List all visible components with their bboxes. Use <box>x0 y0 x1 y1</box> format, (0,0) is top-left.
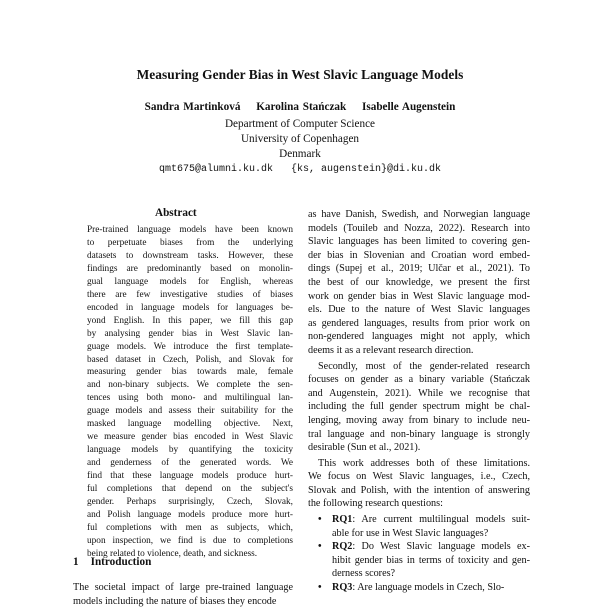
text-line: to perpetuate biases from the underlying <box>87 237 293 248</box>
text-line: being related to violence, death, and sickness. <box>87 548 258 559</box>
text-line: dings (Supej et al., 2019; Ulčar et al., 2021). To <box>308 263 530 275</box>
text-line: there are few investigative studies of biases <box>87 289 293 300</box>
research-question-label: RQ3 <box>332 582 353 594</box>
text-line: and Augenstein, 2021). While we recognise that <box>308 387 530 399</box>
affiliation-line: Department of Computer Science <box>224 118 376 130</box>
text-line: models (Touileb and Nozza, 2022). Research into <box>308 222 530 234</box>
text-line: desirable (Sun et al., 2021). <box>308 442 421 454</box>
text-line: by analysing gender bias in West Slavic lan- <box>87 328 293 339</box>
text-line: as have Danish, Swedish, and Norwegian language <box>308 209 530 220</box>
bullet-icon: • <box>318 582 322 594</box>
text-line: tral language and non-binary language is strongly <box>308 428 530 440</box>
research-question <box>308 513 530 540</box>
text-line: We focus on West Slavic languages, i.e., Czech, <box>308 471 530 483</box>
text-line: derness scores? <box>332 568 396 580</box>
text-line: tences using both mono- and multilingual lan- <box>87 393 293 404</box>
text-line: Slovak and Polish, with the intention of answering <box>308 484 530 496</box>
text-line: language models by quantifying the toxicity <box>87 445 293 456</box>
text-line: guage models. We introduce the first template- <box>87 341 293 352</box>
text-line: based dataset in Czech, Polish, and Slovak for <box>87 354 293 365</box>
text-line: yond English. In this paper, we fill this gap <box>87 315 293 326</box>
author-list <box>0 101 600 113</box>
research-question-first-line <box>332 513 530 527</box>
paragraph <box>308 208 530 358</box>
text-line: able for use in West Slavic languages? <box>332 527 489 539</box>
text-line: ful completions with men as subjects, which, <box>87 522 293 533</box>
affiliation <box>0 117 600 162</box>
text-line: els. Due to the nature of West Slavic languages <box>308 304 530 316</box>
section-title: Introduction <box>90 556 152 568</box>
introduction-body <box>73 581 293 609</box>
text-line: deems it as a relevant research direction. <box>308 344 474 356</box>
author-name: Karolina Stańczak <box>256 101 347 113</box>
text-line: upon inspection, we find is due to completions <box>87 535 293 546</box>
research-question <box>308 581 530 595</box>
text-line: The societal impact of large pre-trained language <box>73 582 293 593</box>
text-line: der bias in Slovenian and Croatian word embed- <box>308 249 530 261</box>
text-line: we measure gender bias encoded in West Slavic <box>87 432 293 443</box>
text-line: Pre-trained language models have been known <box>87 225 293 235</box>
research-question <box>308 540 530 581</box>
paragraph <box>308 360 530 455</box>
text-line: gender. Perhaps surprisingly, Czech, Slovak, <box>87 497 293 508</box>
research-question-text: : Are language models in Czech, Slo- <box>352 582 505 594</box>
text-line: Secondly, most of the gender-related research <box>318 360 530 372</box>
text-line: guage models and assess their suitability for the <box>87 406 293 417</box>
text-line: hibit gender bias in terms of toxicity and gen- <box>332 554 530 566</box>
text-line: Slavic languages has been limited to covering gen- <box>308 236 530 248</box>
abstract-body <box>87 224 293 561</box>
right-column <box>308 208 530 595</box>
text-line: masked language modelling objective. Next, <box>87 419 293 430</box>
text-line: models including the nature of biases they encode <box>73 595 277 607</box>
text-line: work on gender bias in West Slavic language mod- <box>308 290 530 302</box>
section-heading-introduction <box>73 556 151 568</box>
bullet-icon: • <box>318 514 322 526</box>
affiliation-line: Denmark <box>279 148 321 160</box>
author-emails: qmt675@alumni.ku.dk {ks, augenstein}@di.ku.dk <box>158 164 442 175</box>
text-line: measuring gender bias towards male, female <box>87 367 293 378</box>
text-line: and non-binary subjects. We complete the sen- <box>87 380 293 391</box>
research-question-label: RQ2 <box>332 541 353 553</box>
text-line: the following research questions: <box>308 498 443 510</box>
research-question-text: : Are current multilingual models suit- <box>352 514 530 526</box>
text-line: findings are predominantly based on monolin- <box>87 263 293 274</box>
text-line: encoded in language models for languages be- <box>87 302 293 313</box>
research-question-text: : Do West Slavic language models ex- <box>352 541 530 553</box>
text-line: focuses on gender as a binary variable (Stańczak <box>308 374 530 386</box>
text-line: the best of our knowledge, we present the first <box>308 276 530 288</box>
research-question-first-line <box>332 540 530 554</box>
author-name: Isabelle Augenstein <box>362 101 456 113</box>
abstract-heading: Abstract <box>155 207 197 219</box>
text-line: and genderness of the generated words. We <box>87 458 293 469</box>
text-line: non-gendered languages might not apply, which <box>308 331 530 343</box>
text-line: This work addresses both of these limitations. <box>318 457 530 469</box>
text-line: as gendered languages, results from prior work on <box>308 317 530 329</box>
affiliation-line: University of Copenhagen <box>240 133 360 145</box>
text-line: gual language models for English, whereas <box>87 276 293 287</box>
bullet-icon: • <box>318 541 322 553</box>
research-question-first-line <box>332 581 530 595</box>
text-line: and Polish language models produce more hurt- <box>87 509 293 520</box>
text-line: including the full gender spectrum might be chal- <box>308 401 530 413</box>
text-line: datasets to downstream tasks. However, these <box>87 250 293 261</box>
text-line: lenging, moving away from binary to include neu- <box>308 414 530 426</box>
text-line: find that these language models produce hurt- <box>87 471 293 482</box>
paper-title: Measuring Gender Bias in West Slavic Language Models <box>136 67 464 82</box>
author-name: Sandra Martinková <box>144 101 241 113</box>
section-number: 1 <box>73 556 79 568</box>
research-questions-list <box>308 513 530 595</box>
paragraph <box>308 457 530 511</box>
text-line: ful completions that depend on the subject's <box>87 484 293 495</box>
research-question-label: RQ1 <box>332 514 353 526</box>
